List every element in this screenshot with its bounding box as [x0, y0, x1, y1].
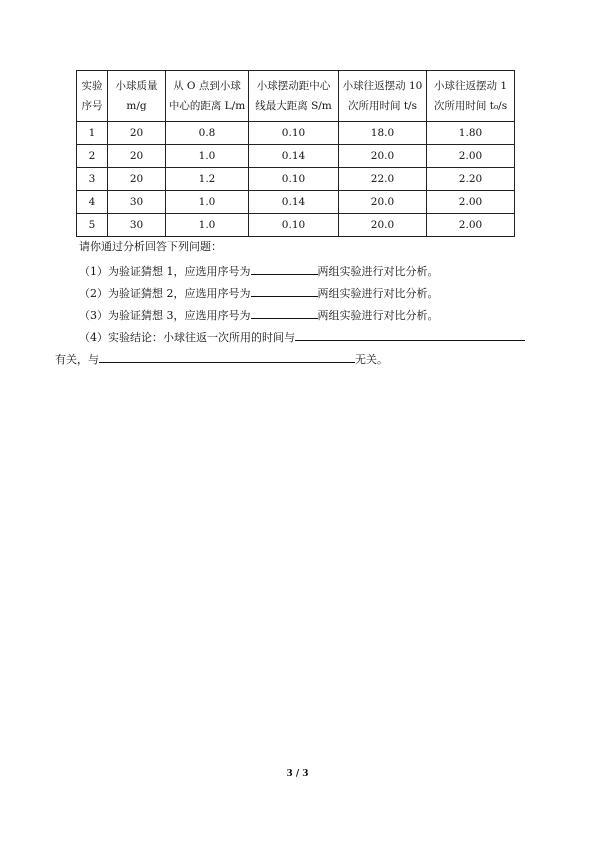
answer-blank-1[interactable] [251, 262, 318, 275]
table-cell: 18.0 [339, 122, 427, 145]
questions-intro: 请你通过分析回答下列问题： [79, 240, 222, 253]
question-4-prefix: （4）实验结论：小球往返一次所用的时间与 [79, 331, 295, 344]
answer-blank-4b[interactable] [99, 350, 355, 363]
table-cell: 2.00 [427, 145, 515, 168]
table-cell: 20 [108, 145, 166, 168]
answer-blank-3[interactable] [251, 306, 318, 319]
table-cell: 30 [108, 214, 166, 237]
question-4-middle: 有关，与 [55, 353, 99, 366]
header-amplitude: 小球摆动距中心 线最大距离 S/m [249, 71, 339, 122]
question-1-suffix: 两组实验进行对比分析。 [317, 265, 439, 278]
question-2 [79, 284, 439, 301]
table-cell: 2.20 [427, 168, 515, 191]
answer-blank-4a[interactable] [295, 328, 525, 341]
table-cell: 1.0 [166, 214, 249, 237]
table-cell: 20.0 [339, 214, 427, 237]
header-ball-mass: 小球质量 m/g [108, 71, 166, 122]
header-length: 从 O 点到小球 中心的距离 L/m [166, 71, 249, 122]
table-cell: 20 [108, 122, 166, 145]
table-cell: 0.14 [249, 145, 339, 168]
table-cell: 2.00 [427, 191, 515, 214]
table-row [77, 145, 515, 168]
page-number: 3 / 3 [286, 769, 309, 779]
table-cell: 20.0 [339, 191, 427, 214]
table-cell: 1.0 [166, 145, 249, 168]
table-cell: 0.10 [249, 168, 339, 191]
table-cell: 20.0 [339, 145, 427, 168]
question-4-suffix: 无关。 [355, 353, 388, 366]
table-cell: 2.00 [427, 214, 515, 237]
table-cell: 30 [108, 191, 166, 214]
table-row [77, 191, 515, 214]
table-row [77, 214, 515, 237]
table-header-row [77, 71, 515, 122]
table-cell: 1 [77, 122, 108, 145]
table-cell: 2 [77, 145, 108, 168]
experiment-data-table [76, 70, 515, 237]
table-cell: 20 [108, 168, 166, 191]
question-4 [79, 328, 525, 345]
question-3-suffix: 两组实验进行对比分析。 [317, 309, 439, 322]
answer-blank-2[interactable] [251, 284, 318, 297]
question-4-continued [55, 350, 388, 367]
table-cell: 0.8 [166, 122, 249, 145]
table-cell: 1.0 [166, 191, 249, 214]
question-2-prefix: （2）为验证猜想 2，应选用序号为 [79, 287, 251, 300]
header-trial-number: 实验 序号 [77, 71, 108, 122]
question-1-prefix: （1）为验证猜想 1，应选用序号为 [79, 265, 251, 278]
table-cell: 3 [77, 168, 108, 191]
table-row [77, 122, 515, 145]
table-cell: 5 [77, 214, 108, 237]
table-cell: 1.2 [166, 168, 249, 191]
table-cell: 0.10 [249, 214, 339, 237]
question-1 [79, 262, 439, 279]
table-cell: 0.14 [249, 191, 339, 214]
question-3 [79, 306, 439, 323]
table-row [77, 168, 515, 191]
question-2-suffix: 两组实验进行对比分析。 [317, 287, 439, 300]
table-cell: 1.80 [427, 122, 515, 145]
table-cell: 4 [77, 191, 108, 214]
table-cell: 22.0 [339, 168, 427, 191]
question-3-prefix: （3）为验证猜想 3，应选用序号为 [79, 309, 251, 322]
header-time-10: 小球往返摆动 10 次所用时间 t/s [339, 71, 427, 122]
header-time-1: 小球往返摆动 1 次所用时间 t₀/s [427, 71, 515, 122]
table-cell: 0.10 [249, 122, 339, 145]
